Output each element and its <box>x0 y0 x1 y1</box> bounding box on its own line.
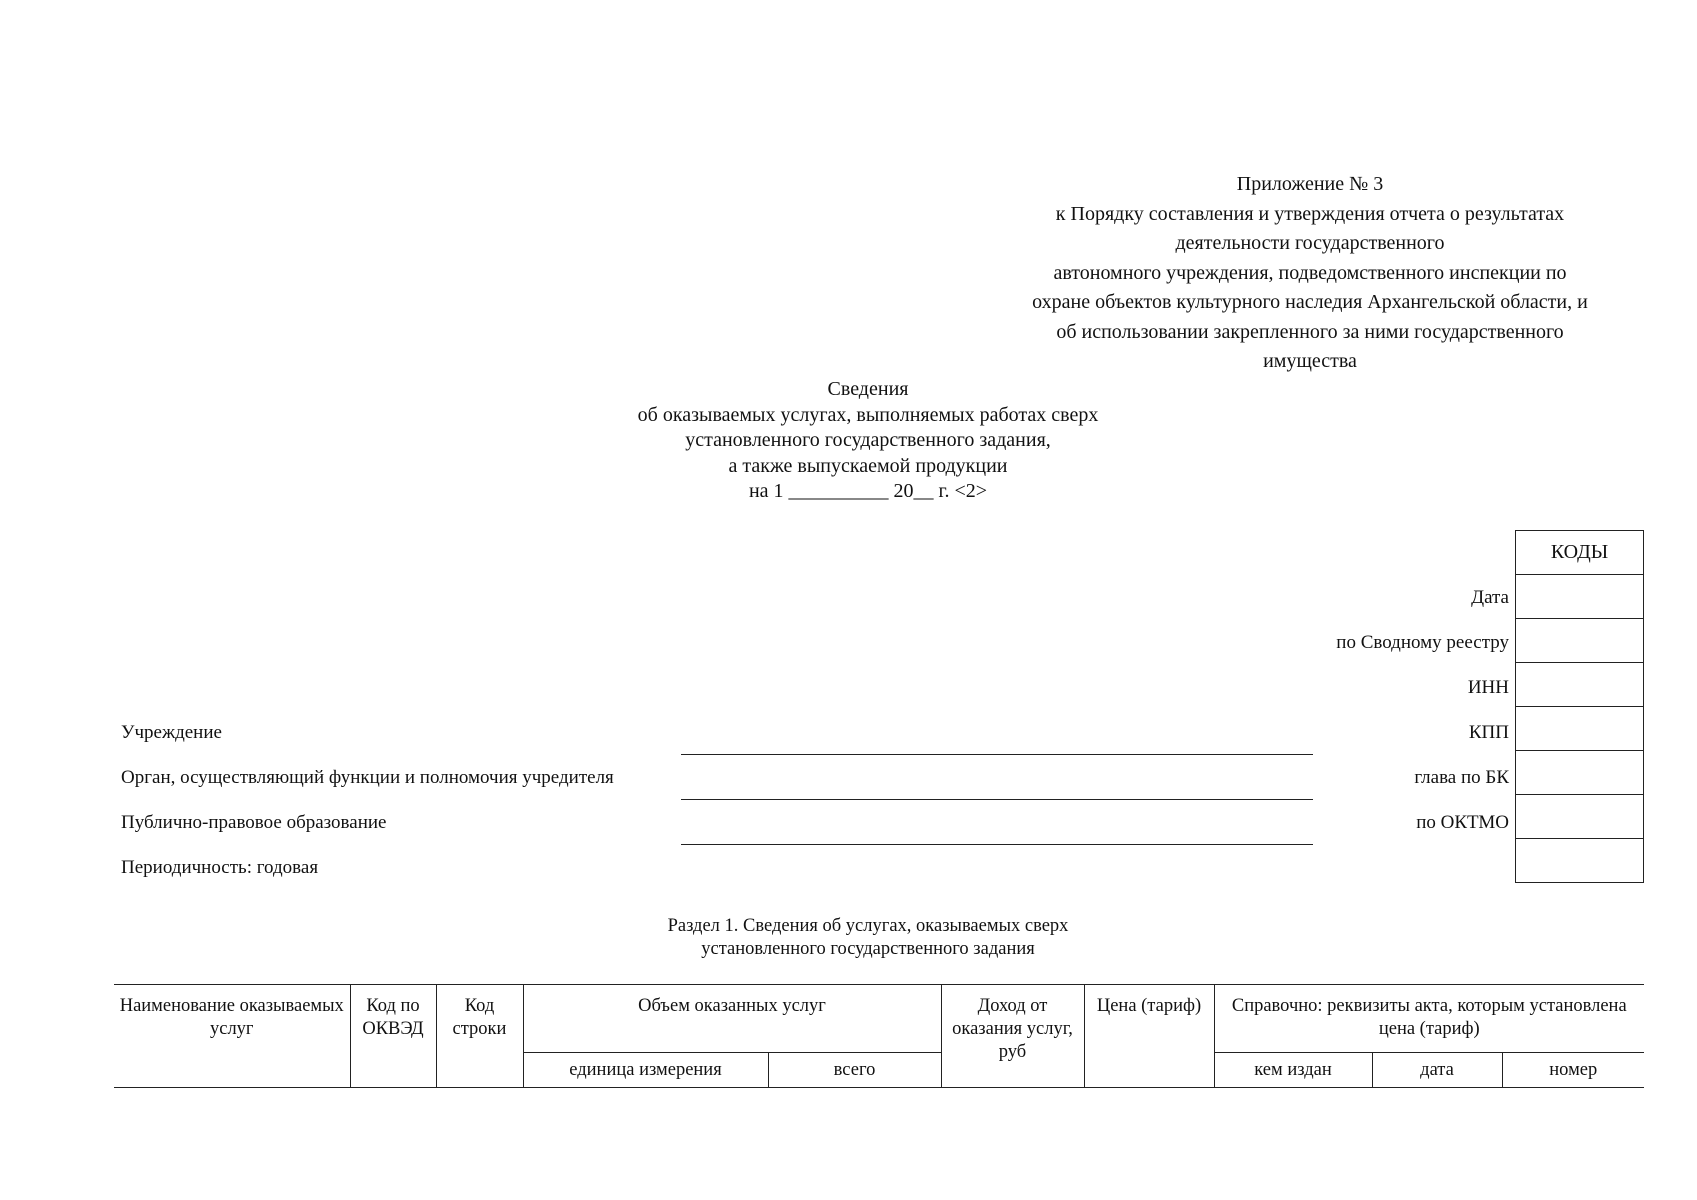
institution-label: Учреждение <box>121 722 222 743</box>
code-cell-oktmo <box>1516 795 1644 839</box>
appendix-line: охране объектов культурного наследия Архангельской области, и <box>1032 291 1588 313</box>
subheader-issued-by: кем издан <box>1214 1053 1372 1088</box>
section1-title <box>548 915 1188 961</box>
appendix-line: деятельности государственного <box>1175 232 1445 254</box>
public-entity-line <box>681 844 1313 845</box>
appendix-line: автономного учреждения, подведомственного инспекции по <box>1053 261 1567 284</box>
title-line: на 1 __________ 20__ г. <2> <box>748 480 988 502</box>
title-line: а также выпускаемой продукции <box>728 454 1008 477</box>
codes-header: КОДЫ <box>1516 531 1644 575</box>
header-line-code: Код строки <box>436 985 523 1088</box>
appendix-line: об использовании закрепленного за ними государственного <box>1056 320 1564 343</box>
title-line: Сведения <box>827 378 909 400</box>
subheader-total: всего <box>768 1053 941 1088</box>
subheader-number: номер <box>1502 1053 1644 1088</box>
code-cell-date <box>1516 575 1644 619</box>
code-label-bk: глава по БК <box>1414 767 1509 788</box>
code-label-inn: ИНН <box>1467 677 1509 698</box>
founder-body-label: Орган, осуществляющий функции и полномочия учредителя <box>121 767 614 788</box>
founder-body-line <box>681 799 1313 800</box>
title-line: установленного государственного задания, <box>685 429 1051 451</box>
code-cell-inn <box>1516 663 1644 707</box>
title-line: об оказываемых услугах, выполняемых работах сверх <box>637 403 1099 426</box>
code-cell-bk <box>1516 751 1644 795</box>
public-entity-label: Публично-правовое образование <box>121 812 387 833</box>
section1-title-line: Раздел 1. Сведения об услугах, оказываемых сверх <box>667 916 1069 936</box>
code-label-oktmo: по ОКТМО <box>1416 812 1509 833</box>
appendix-line: к Порядку составления и утверждения отчета о результатах <box>1055 202 1565 225</box>
code-label-kpp: КПП <box>1468 722 1509 743</box>
subheader-unit: единица измерения <box>523 1053 768 1088</box>
header-service-name: Наименование оказываемых услуг <box>114 985 350 1088</box>
header-volume: Объем оказанных услуг <box>523 985 941 1053</box>
codes-table <box>1515 530 1644 883</box>
code-cell-registry <box>1516 619 1644 663</box>
header-price: Цена (тариф) <box>1084 985 1214 1088</box>
document-title <box>498 377 1238 505</box>
section1-title-line: установленного государственного задания <box>701 939 1035 959</box>
services-table <box>114 984 1644 1088</box>
code-label-date: Дата <box>1471 587 1509 608</box>
code-cell-kpp <box>1516 707 1644 751</box>
appendix-line: имущества <box>1263 350 1357 372</box>
subheader-date: дата <box>1372 1053 1502 1088</box>
appendix-header <box>960 170 1660 377</box>
appendix-line: Приложение № 3 <box>1236 173 1384 195</box>
code-cell-extra <box>1516 839 1644 883</box>
header-income: Доход от оказания услуг, руб <box>941 985 1084 1088</box>
header-reference: Справочно: реквизиты акта, которым установлена цена (тариф) <box>1214 985 1644 1053</box>
periodicity-label: Периодичность: годовая <box>121 857 319 878</box>
code-label-registry: по Сводному реестру <box>1336 632 1509 653</box>
institution-line <box>681 754 1313 755</box>
header-okved-code: Код по ОКВЭД <box>350 985 436 1088</box>
